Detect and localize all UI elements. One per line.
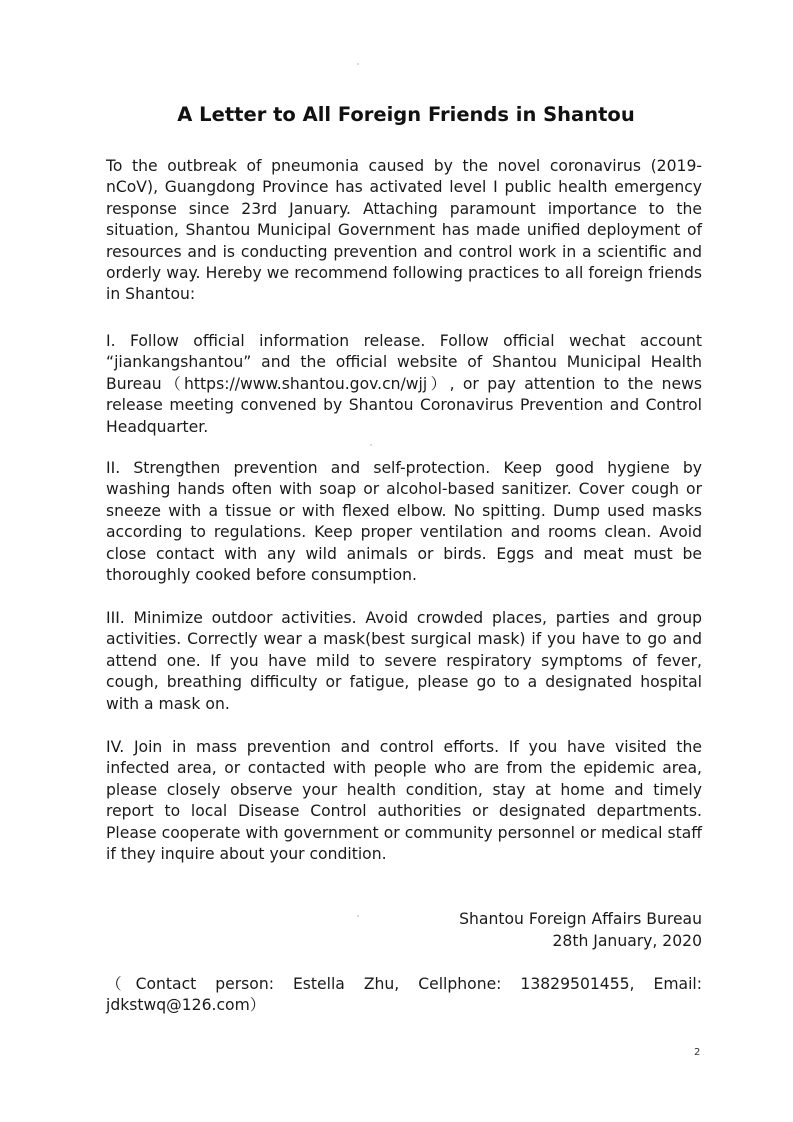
signature-date: 28th January, 2020 [552, 932, 702, 950]
intro-paragraph: To the outbreak of pneumonia caused by the novel coronavirus (2019-nCoV), Guangdong Province has activated level I public health emergency response since 23rd January. Attaching paramount importance to the situation, Shantou Municipal Government has made unified deployment of resources and is conducting prevention and control work in a scientific and orderly way. Hereby we recommend following practices to all foreign friends in Shantou: [106, 157, 702, 304]
scan-speck [357, 915, 359, 917]
recommendation-2-paragraph: II. Strengthen prevention and self-protection. Keep good hygiene by washing hands often with soap or alcohol-based sanitizer. Cover cough or sneeze with a tissue or with flexed elbow. No spitting. Dump used masks according to regulations. Keep proper ventilation and rooms clean. Avoid close contact with any wild animals or birds. Eggs and meat must be thoroughly cooked before consumption. [106, 459, 702, 585]
scan-speck [370, 444, 372, 446]
letter-title: A Letter to All Foreign Friends in Shantou [177, 103, 635, 126]
signature-organization: Shantou Foreign Affairs Bureau [459, 910, 702, 928]
contact-info: （Contact person: Estella Zhu, Cellphone: 13829501455, Email: jdkstwq@126.com） [106, 975, 702, 1015]
scan-speck [357, 63, 359, 65]
page-number: 2 [694, 1047, 701, 1058]
recommendation-4-paragraph: IV. Join in mass prevention and control efforts. If you have visited the infected area, or contacted with people who are from the epidemic area, please closely observe your health condition, stay at home and timely report to local Disease Control authorities or designated departments. Please cooperate with government or community personnel or medical staff if they inquire about your condition. [106, 738, 702, 864]
recommendation-1-paragraph: I. Follow official information release. Follow official wechat account “jiankangshantou” and the official website of Shantou Municipal Health Bureau（https://www.shantou.gov.cn/wjj）, or pay attention to the news release meeting convened by Shantou Coronavirus Prevention and Control Headquarter. [106, 332, 702, 436]
recommendation-3-paragraph: III. Minimize outdoor activities. Avoid crowded places, parties and group activities. Correctly wear a mask(best surgical mask) if you have to go and attend one. If you have mild to severe respiratory symptoms of fever, cough, breathing difficulty or fatigue, please go to a designated hospital with a mask on. [106, 609, 702, 713]
